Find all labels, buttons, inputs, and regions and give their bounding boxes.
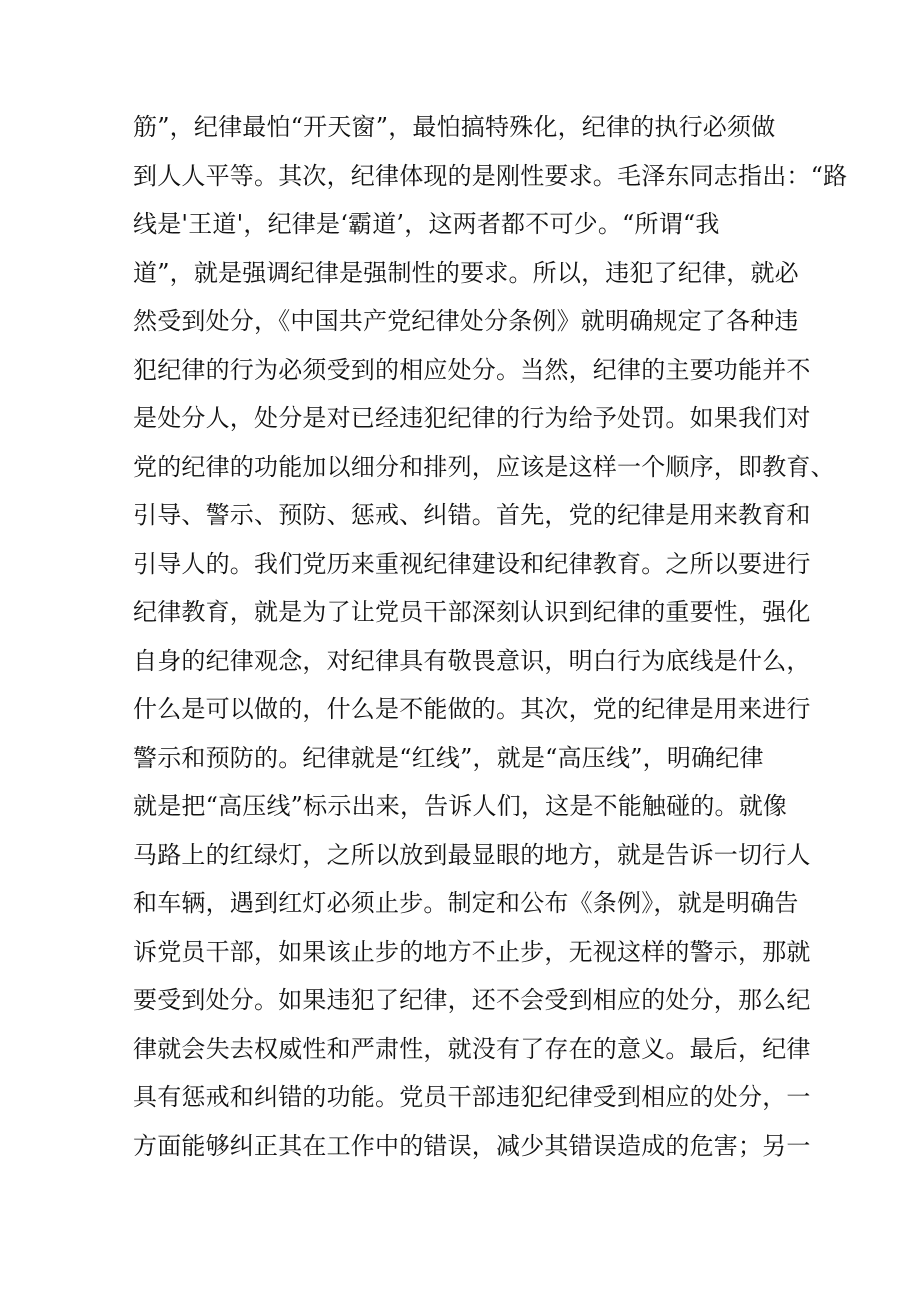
text-line: 到人人平等。其次，纪律体现的是刚性要求。毛泽东同志指出：“路	[133, 161, 848, 190]
text-line: 具有惩戒和纠错的功能。党员干部违犯纪律受到相应的处分，一	[133, 1083, 811, 1111]
text-line: 引导、警示、预防、惩戒、纠错。首先，党的纪律是用来教育和	[133, 501, 811, 529]
text-line: 诉党员干部，如果该止步的地方不止步，无视这样的警示，那就	[133, 937, 811, 966]
text-line: 引导人的。我们党历来重视纪律建设和纪律教育。之所以要进行	[133, 549, 811, 578]
text-line: 方面能够纠正其在工作中的错误，减少其错误造成的危害；另一	[133, 1131, 811, 1160]
text-line: 线是'王道'，纪律是‘霸道’，这两者都不可少。“所谓“我	[133, 210, 720, 238]
text-line: 律就会失去权威性和严肃性，就没有了存在的意义。最后，纪律	[133, 1034, 811, 1063]
text-line: 道”，就是强调纪律是强制性的要求。所以，违犯了纪律，就必	[133, 258, 799, 287]
text-line: 马路上的红绿灯，之所以放到最显眼的地方，就是告诉一切行人	[133, 840, 811, 869]
body-text	[133, 103, 848, 1170]
text-line: 警示和预防的。纪律就是“红线”，就是“高压线”，明确纪律	[133, 743, 764, 772]
text-line: 就是把“高压线”标示出来，告诉人们，这是不能触碰的。就像	[133, 792, 788, 820]
text-line: 自身的纪律观念，对纪律具有敬畏意识，明白行为底线是什么，	[133, 646, 811, 675]
text-line: 纪律教育，就是为了让党员干部深刻认识到纪律的重要性，强化	[133, 598, 811, 626]
text-line: 筋”，纪律最怕“开天窗”，最怕搞特殊化，纪律的执行必须做	[133, 113, 776, 141]
text-line: 什么是可以做的，什么是不能做的。其次，党的纪律是用来进行	[133, 695, 811, 723]
text-line: 然受到处分，《中国共产党纪律处分条例》就明确规定了各种违	[133, 307, 799, 335]
text-line: 要受到处分。如果违犯了纪律，还不会受到相应的处分，那么纪	[133, 986, 811, 1014]
text-line: 党的纪律的功能加以细分和排列，应该是这样一个顺序，即教育、	[133, 452, 835, 481]
text-line: 是处分人，处分是对已经违犯纪律的行为给予处罚。如果我们对	[133, 404, 811, 432]
text-line: 和车辆，遇到红灯必须止步。制定和公布《条例》，就是明确告	[133, 889, 799, 917]
text-line: 犯纪律的行为必须受到的相应处分。当然，纪律的主要功能并不	[133, 355, 811, 384]
